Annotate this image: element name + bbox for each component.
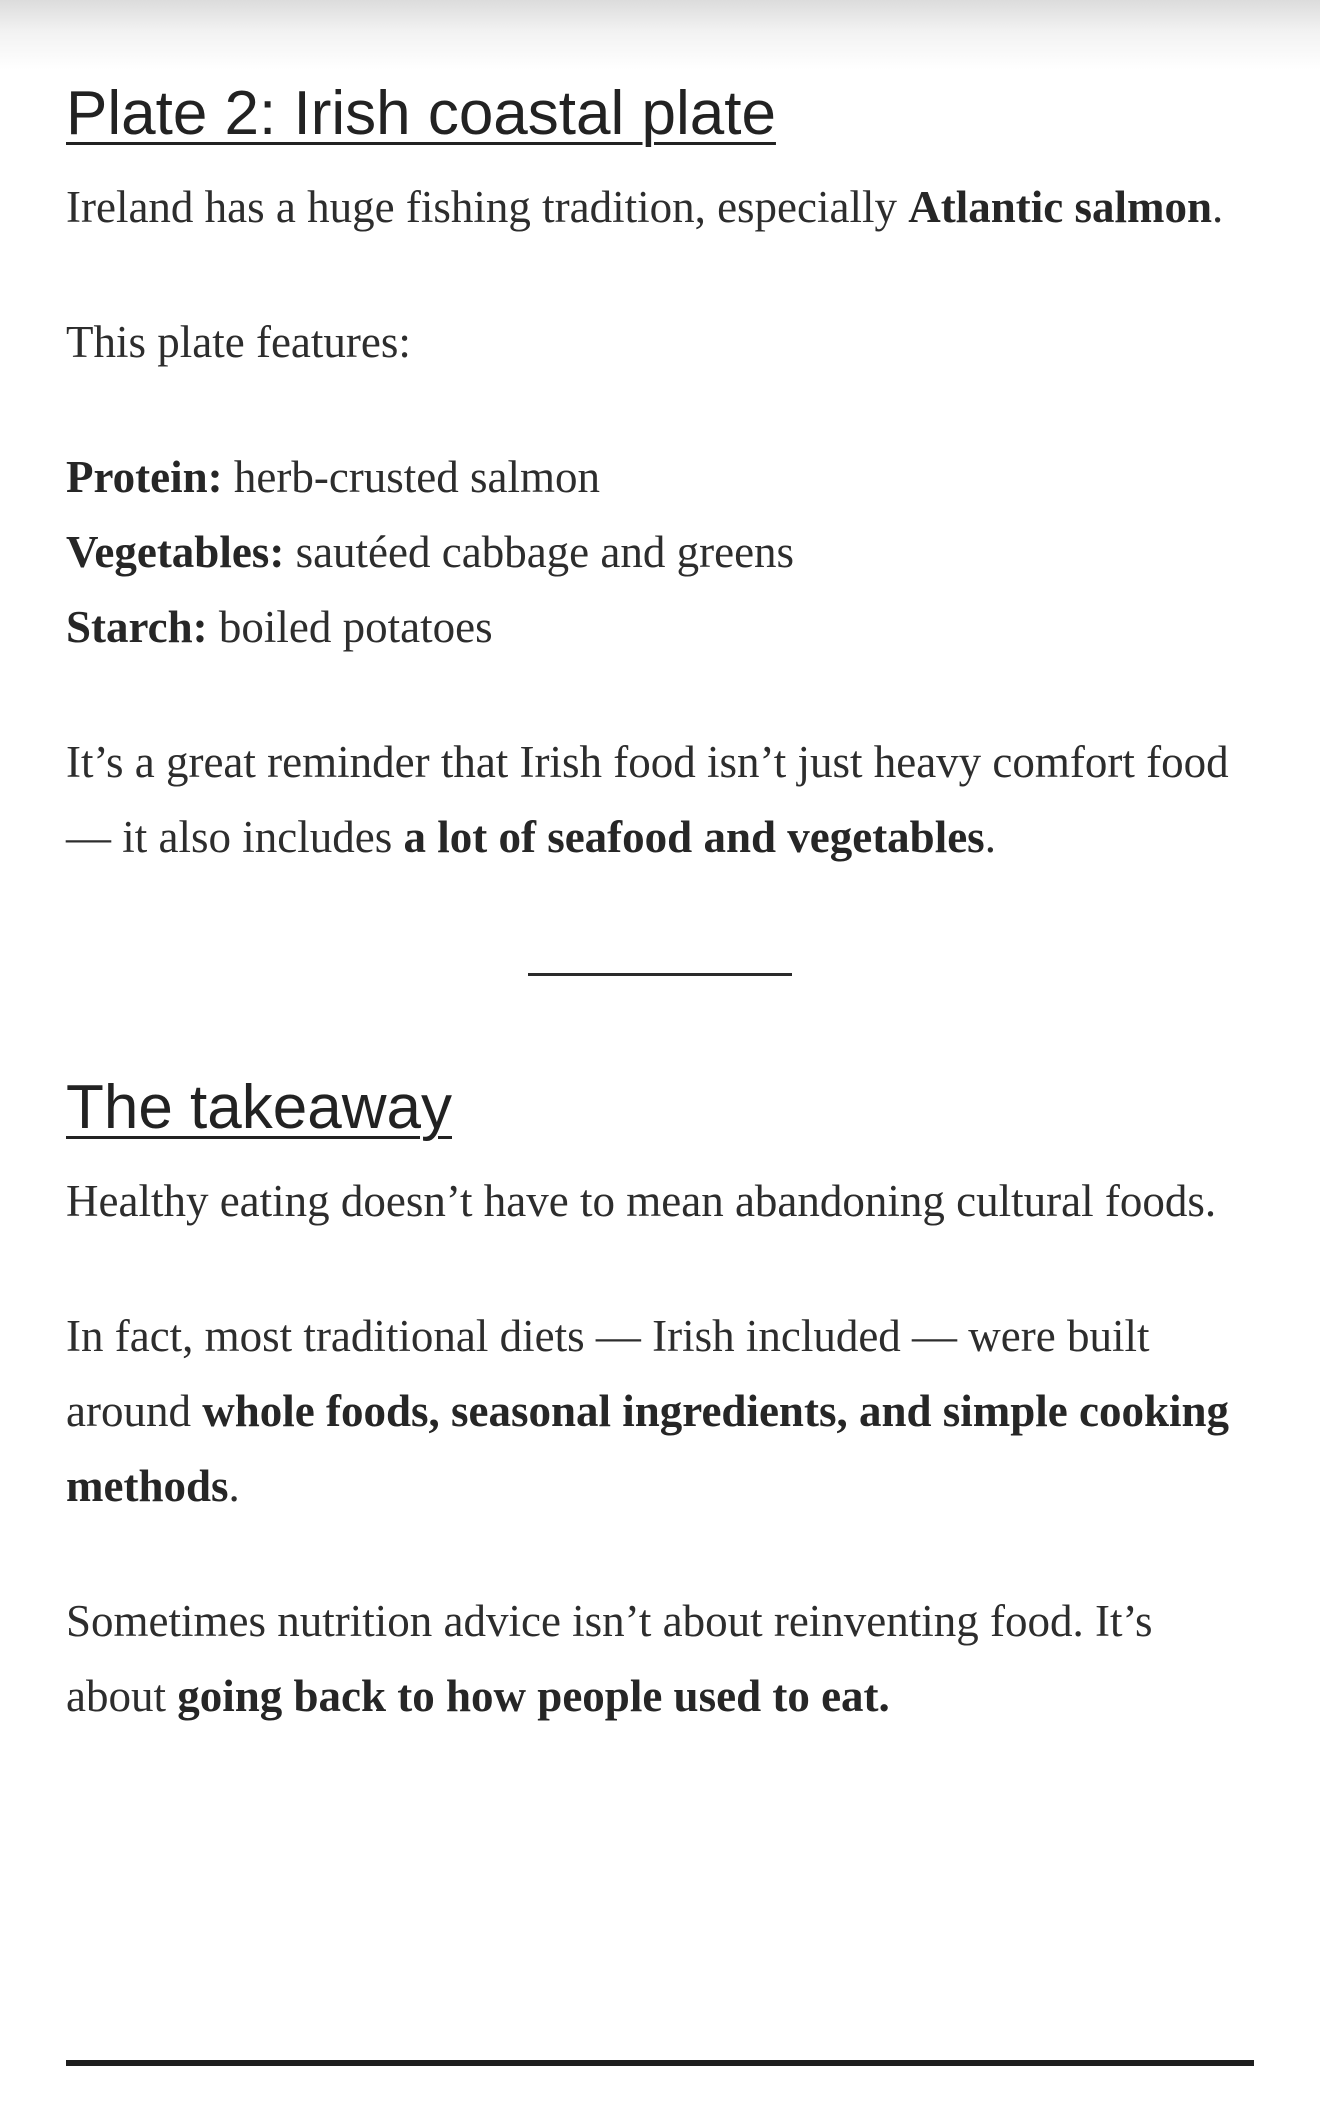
top-scroll-shadow [0,0,1320,70]
article-body [66,78,1256,1734]
takeaway-paragraph-3: Sometimes nutrition advice isn’t about reinventing food. It’s about going back to how people used to eat. [66,1596,1153,1721]
list-item: Protein: herb-crusted salmon [66,452,601,502]
takeaway-paragraph-1: Healthy eating doesn’t have to mean abandoning cultural foods. [66,1176,1217,1226]
plate-items-list [66,440,1256,665]
section-heading-takeaway: The takeaway [66,1073,452,1142]
list-item: Starch: boiled potatoes [66,602,493,652]
list-item: Vegetables: sautéed cabbage and greens [66,527,795,577]
reminder-paragraph: It’s a great reminder that Irish food isn’t just heavy comfort food — it also includes a lot of seafood and vegetables. [66,737,1229,862]
intro-paragraph: Ireland has a huge fishing tradition, especially Atlantic salmon. [66,182,1224,232]
intro-bold: Atlantic salmon [908,182,1212,232]
section-heading-plate-2: Plate 2: Irish coastal plate [66,79,776,148]
footer-divider [66,2060,1254,2066]
takeaway-paragraph-2: In fact, most traditional diets — Irish included — were built around whole foods, seasonal ingredients, and simple cooking methods. [66,1311,1230,1511]
features-label: This plate features: [66,317,411,367]
